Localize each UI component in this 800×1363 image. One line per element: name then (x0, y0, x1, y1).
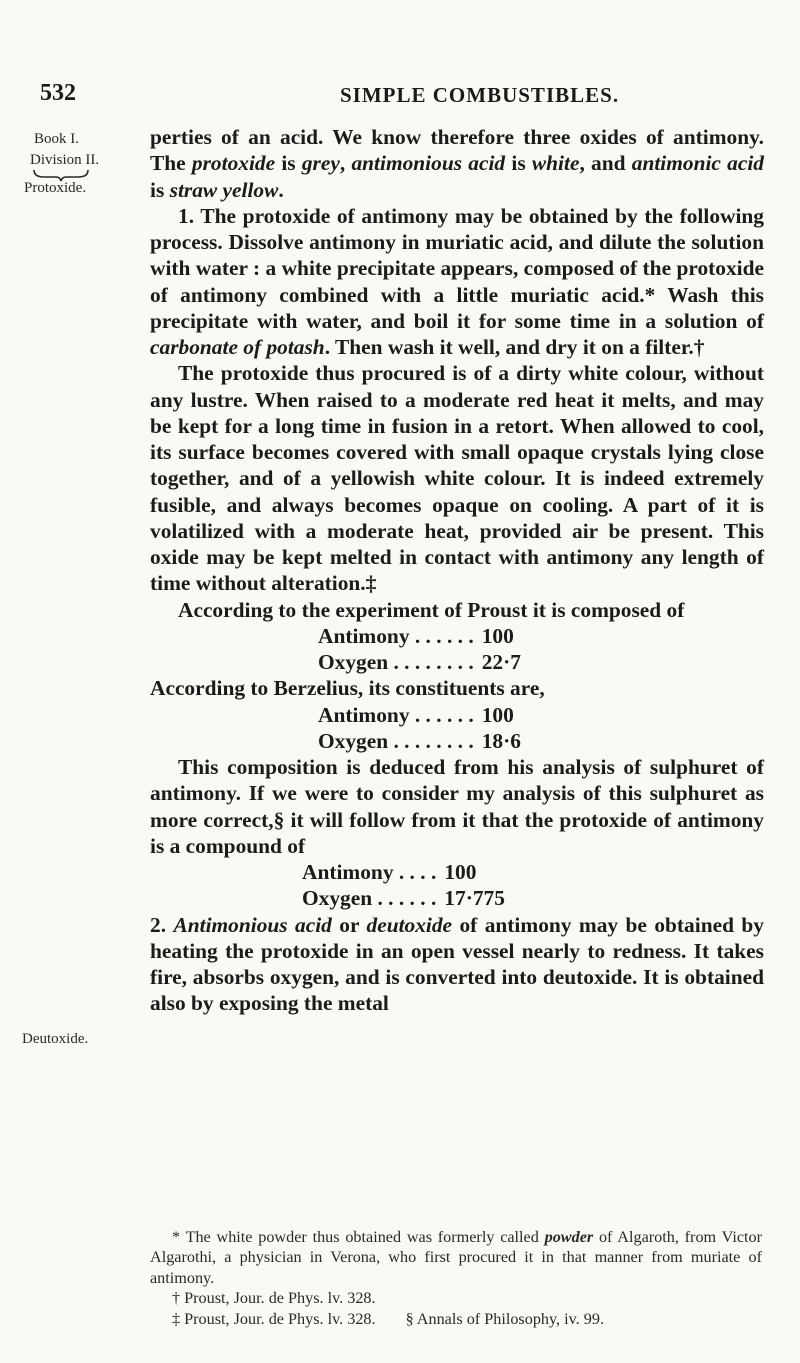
margin-note-division: Division II. (30, 152, 100, 168)
margin-note-protoxide: Protoxide. (24, 180, 87, 196)
composition-row: Oxygen . . . . . . . . 22·7 (318, 650, 521, 674)
paragraph-sulphuret: This composition is deduced from his analysis of sulphuret of antimony. If we were to consider my analysis of this sulphuret as more correct,§ it will follow from it that the protoxide of antimony is a compound of (150, 755, 764, 858)
page-number: 532 (40, 80, 76, 106)
footnote-proust-1: † Proust, Jour. de Phys. lv. 328. (172, 1289, 376, 1308)
composition-row: Antimony . . . . . . 100 (318, 623, 514, 648)
paragraph-deutoxide: 2. Antimonious acid or deutoxide of antimony may be obtained by heating the protoxide in an open vessel nearly to redness. It takes fire, absorbs oxygen, and is converted into deutoxide. It is obtained also by exposing the metal (150, 912, 764, 1016)
footnotes (150, 1227, 762, 1329)
footnote-proust-2: ‡ Proust, Jour. de Phys. lv. 328. § Annals of Philosophy, iv. 99. (172, 1309, 605, 1328)
page-header (40, 80, 770, 114)
running-title: SIMPLE COMBUSTIBLES. (340, 83, 620, 107)
paragraph-proust: According to the experiment of Proust it is composed of (178, 597, 685, 622)
composition-row: Oxygen . . . . . . . . 18·6 (318, 728, 521, 753)
composition-row: Oxygen . . . . . . 17·775 (302, 886, 505, 911)
composition-row: Antimony . . . . . . 100 (318, 702, 514, 727)
margin-note-book: Book I. (34, 131, 79, 147)
body-text (150, 124, 764, 1017)
paragraph-berzelius: According to Berzelius, its constituents are, (150, 676, 545, 701)
footnote-powder: * The white powder thus obtained was formerly called powder of Algaroth, from Victor Algarothi, a physician in Verona, who first procured it in that manner from muriate of antimony. (150, 1228, 762, 1287)
composition-row: Antimony . . . . 100 (302, 860, 477, 884)
paragraph-oxides: perties of an acid. We know therefore three oxides of antimony. The protoxide is grey, antimonious acid is white, and antimonic acid is straw yellow. (150, 125, 764, 202)
margin-note-deutoxide: Deutoxide. (22, 1031, 89, 1047)
paragraph-protoxide-process: 1. The protoxide of antimony may be obtained by the following process. Dissolve antimony in muriatic acid, and dilute the solution with water : a white precipitate appears, composed of the protoxide of antimony combined with a little muriatic acid.* Wash this precipitate with water, and boil it for some time in a solution of carbonate of potash. Then wash it well, and dry it on a filter.† (150, 203, 764, 359)
paragraph-protoxide-properties: The protoxide thus procured is of a dirty white colour, without any lustre. When raised to a moderate red heat it melts, and may be kept for a long time in fusion in a retort. When allowed to cool, its surface becomes covered with small opaque crystals lying close together, and of a yellowish white colour. It is indeed extremely fusible, and always becomes opaque on cooling. A part of it is volatilized with a moderate heat, provided air be present. This oxide may be kept melted in contact with antimony any length of time without alteration.‡ (150, 361, 764, 596)
footnote-annals: § Annals of Philosophy, iv. 99. (405, 1309, 605, 1328)
